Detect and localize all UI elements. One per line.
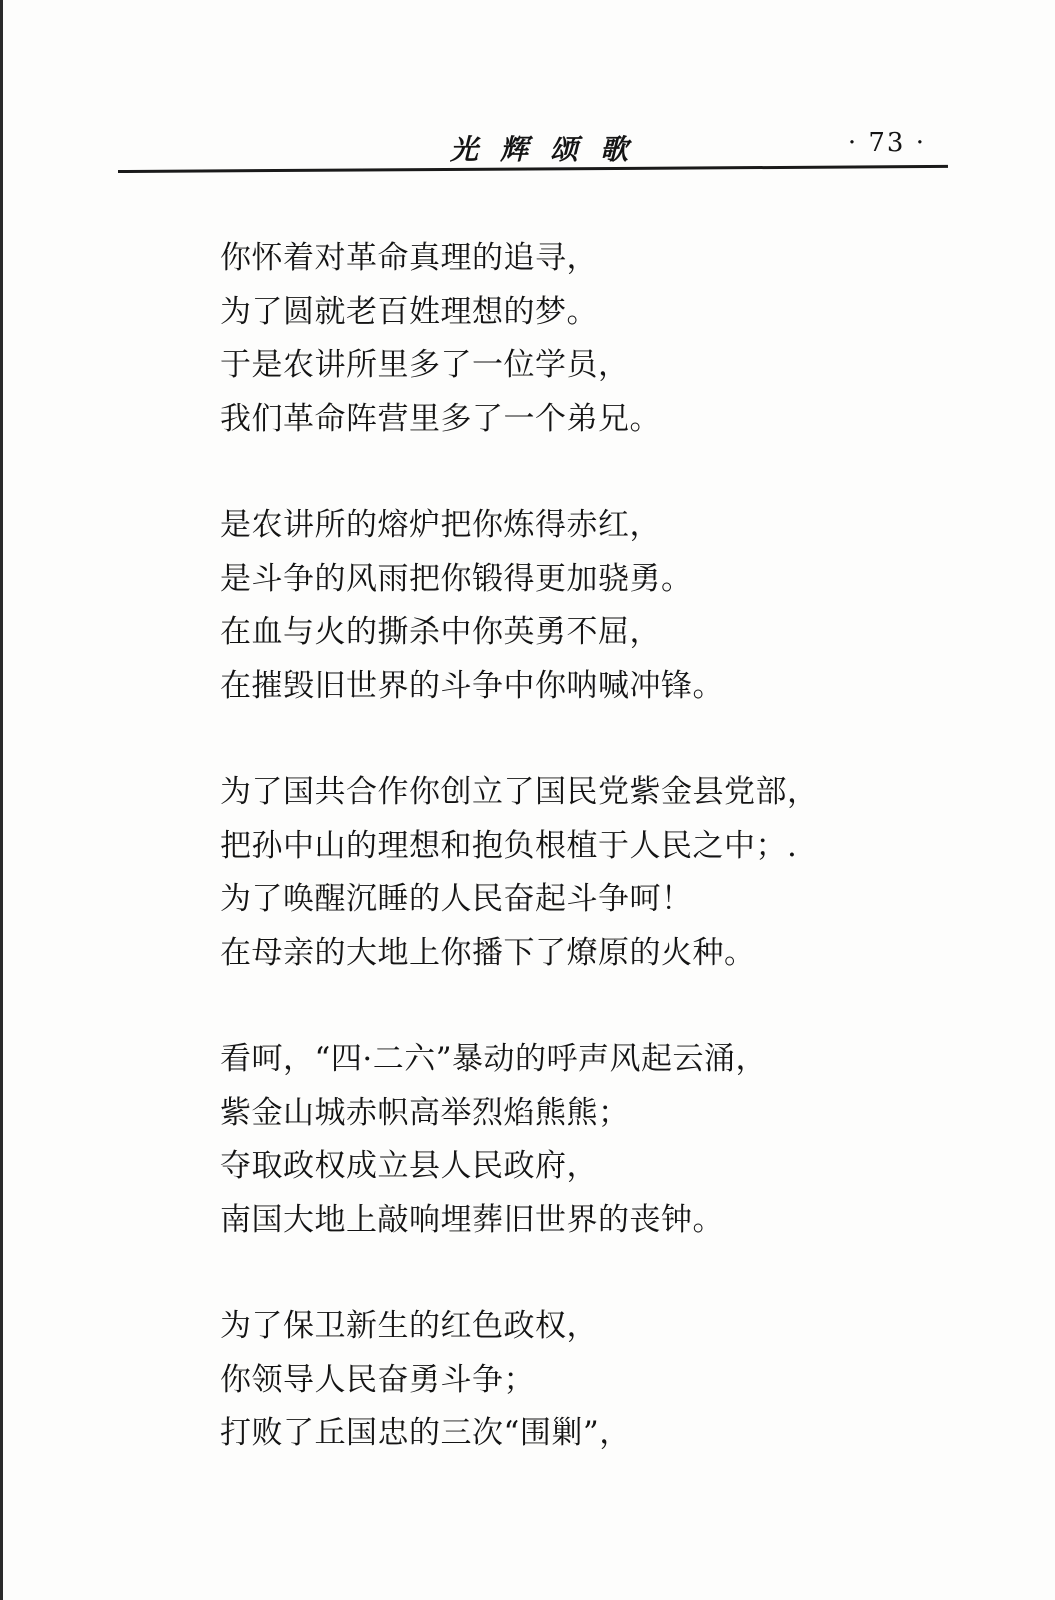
poem-line: 为了圆就老百姓理想的梦。 [220, 293, 598, 330]
poem-line: 我们革命阵营里多了一个弟兄。 [220, 400, 661, 437]
book-title: 光辉颂歌 [450, 133, 651, 166]
poem-line: 是斗争的风雨把你锻得更加骁勇。 [220, 560, 693, 597]
stanza-2 [220, 499, 940, 713]
poem-line: 是农讲所的熔炉把你炼得赤红， [220, 507, 661, 543]
poem-line: 为了国共合作你创立了国民党紫金县党部， [220, 774, 819, 810]
poem-line: 为了保卫新生的红色政权， [220, 1308, 598, 1344]
page-number: · 73 · [847, 128, 926, 158]
poem-line: 你怀着对革命真理的追寻， [220, 240, 598, 276]
stanza-4 [220, 1033, 940, 1247]
poem-line: 看呵，“四·二六”暴动的呼声风起云涌， [220, 1041, 768, 1077]
stanza-5 [220, 1300, 940, 1461]
poem-line: 在母亲的大地上你播下了燎原的火种。 [220, 934, 756, 971]
stanza-3 [220, 766, 940, 980]
poem-line: 紫金山城赤帜高举烈焰熊熊； [220, 1094, 630, 1131]
stanza-1 [220, 232, 940, 446]
poem-line: 为了唤醒沉睡的人民奋起斗争呵！ [220, 881, 693, 917]
page-edge-shadow [0, 0, 3, 1600]
poem-line: 南国大地上敲响埋葬旧世界的丧钟。 [220, 1201, 724, 1238]
poem-line: 打败了丘国忠的三次“围剿”， [220, 1415, 631, 1451]
running-header [118, 118, 948, 184]
poem-line: 在摧毁旧世界的斗争中你呐喊冲锋。 [220, 667, 724, 704]
poem-body [220, 232, 940, 1514]
poem-line: 于是农讲所里多了一位学员， [220, 347, 630, 383]
poem-line: 把孙中山的理想和抱负根植于人民之中；. [220, 827, 798, 864]
poem-line: 你领导人民奋勇斗争； [220, 1361, 535, 1398]
poem-line: 夺取政权成立县人民政府， [220, 1148, 598, 1184]
poem-line: 在血与火的撕杀中你英勇不屈， [220, 614, 661, 650]
